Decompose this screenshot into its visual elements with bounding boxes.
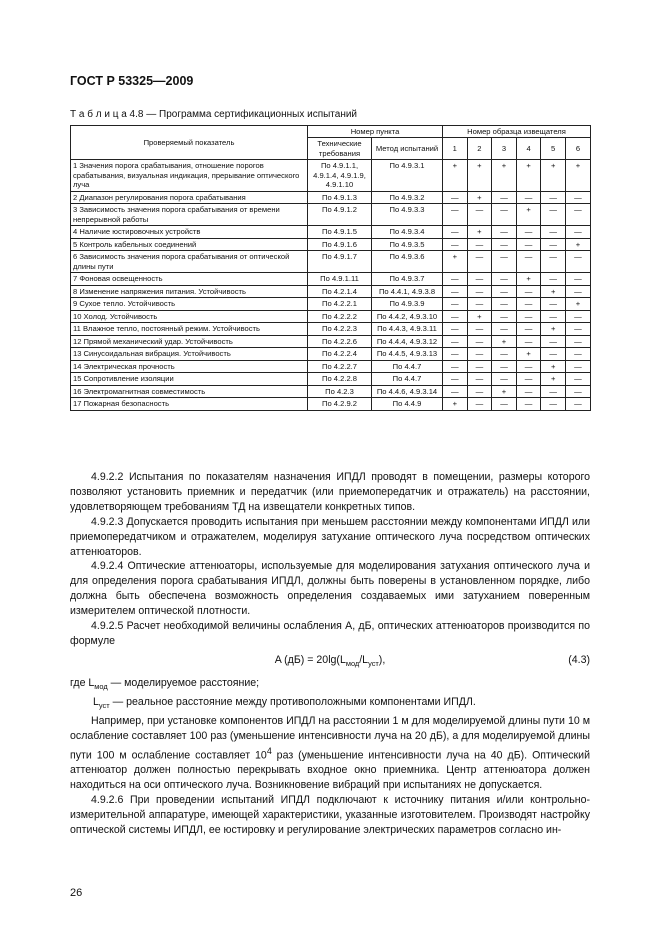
sample-mark-cell: — (565, 226, 590, 238)
method-clause-cell: По 4.9.3.3 (372, 204, 443, 226)
sample-mark-cell: — (443, 348, 468, 360)
sample-mark-cell: — (443, 204, 468, 226)
table-row (71, 385, 591, 397)
table-row (71, 298, 591, 310)
sample-mark-cell: — (443, 273, 468, 285)
tech-clause-cell: По 4.9.1.5 (308, 226, 372, 238)
sample-mark-cell: — (443, 385, 468, 397)
sample-mark-cell: — (467, 238, 492, 250)
paragraph (70, 714, 590, 793)
paragraph: 4.9.2.3 Допускается проводить испытания при меньшем расстоянии между компонентами ИПДЛ или приемопередатчиком и отражателем, моделируя затухание оптического луча посредством оптических аттенюаторов. (70, 515, 590, 558)
sample-mark-cell: + (541, 360, 566, 372)
sample-mark-cell: — (565, 335, 590, 347)
col-header-method: Метод испытаний (372, 138, 443, 160)
def-symbol: где L (70, 676, 95, 689)
formula-subscript: мод (345, 658, 360, 668)
sample-mark-cell: — (516, 398, 541, 410)
sample-mark-cell: — (492, 191, 517, 203)
method-clause-cell: По 4.4.5, 4.9.3.13 (372, 348, 443, 360)
method-clause-cell: По 4.9.3.6 (372, 251, 443, 273)
paragraph: 4.9.2.6 При проведении испытаний ИПДЛ подключают к источнику питания и/или контрольно-измерительной аппаратуре, имеющей характеристики, указанные изготовителем. Производят настройку оптической системы ИПДЛ, ее юстировку и регулирование электрических параметров согласно ин- (70, 793, 590, 836)
sample-mark-cell: — (541, 251, 566, 273)
sample-mark-cell: — (541, 310, 566, 322)
sample-mark-cell: — (516, 323, 541, 335)
sample-mark-cell: + (516, 273, 541, 285)
sample-mark-cell: — (443, 298, 468, 310)
method-clause-cell: По 4.4.3, 4.9.3.11 (372, 323, 443, 335)
sample-mark-cell: + (565, 298, 590, 310)
sample-mark-cell: — (516, 285, 541, 297)
sample-mark-cell: — (467, 273, 492, 285)
indicator-cell: 6 Зависимость значения порога срабатывания от оптической длины пути (71, 251, 308, 273)
sample-mark-cell: + (443, 398, 468, 410)
sample-mark-cell: — (541, 298, 566, 310)
method-clause-cell: По 4.4.7 (372, 360, 443, 372)
sample-mark-cell: — (516, 191, 541, 203)
sample-mark-cell: — (516, 226, 541, 238)
sample-mark-cell: — (565, 285, 590, 297)
sample-mark-cell: — (565, 251, 590, 273)
sample-mark-cell: — (443, 335, 468, 347)
sample-mark-cell: — (443, 238, 468, 250)
sample-mark-cell: — (492, 310, 517, 322)
def-text: — реальное расстояние между противоположными компонентами ИПДЛ. (109, 695, 476, 708)
body-text (70, 470, 590, 838)
sample-mark-cell: — (516, 298, 541, 310)
paragraph: 4.9.2.5 Расчет необходимой величины ослабления A, дБ, оптических аттенюаторов производится по формуле (70, 620, 590, 647)
indicator-cell: 14 Электрическая прочность (71, 360, 308, 372)
sample-mark-cell: — (516, 385, 541, 397)
table-row (71, 348, 591, 360)
certification-program-table (70, 125, 591, 411)
sample-mark-cell: — (492, 323, 517, 335)
formula-subscript: уст (368, 658, 379, 668)
page-number: 26 (70, 887, 83, 899)
method-clause-cell: По 4.4.2, 4.9.3.10 (372, 310, 443, 322)
tech-clause-cell: По 4.9.1.3 (308, 191, 372, 203)
sample-mark-cell: + (516, 348, 541, 360)
tech-clause-cell: По 4.2.1.4 (308, 285, 372, 297)
method-clause-cell: По 4.9.3.1 (372, 160, 443, 191)
sample-mark-cell: — (541, 398, 566, 410)
sample-mark-cell: — (541, 273, 566, 285)
indicator-cell: 16 Электромагнитная совместимость (71, 385, 308, 397)
table-row (71, 226, 591, 238)
indicator-cell: 3 Зависимость значения порога срабатывания от времени непрерывной работы (71, 204, 308, 226)
indicator-cell: 4 Наличие юстировочных устройств (71, 226, 308, 238)
sample-mark-cell: — (467, 360, 492, 372)
definition (70, 676, 590, 695)
sample-mark-cell: — (467, 285, 492, 297)
sample-mark-cell: — (492, 348, 517, 360)
sample-mark-cell: — (492, 273, 517, 285)
sample-number: 3 (492, 138, 517, 160)
sample-mark-cell: — (443, 285, 468, 297)
sample-mark-cell: — (492, 204, 517, 226)
table-row (71, 360, 591, 372)
sample-mark-cell: + (443, 160, 468, 191)
tech-clause-cell: По 4.2.2.8 (308, 373, 372, 385)
sample-mark-cell: — (516, 251, 541, 273)
method-clause-cell: По 4.9.3.5 (372, 238, 443, 250)
sample-mark-cell: — (565, 385, 590, 397)
sample-mark-cell: — (467, 373, 492, 385)
tech-clause-cell: По 4.2.2.6 (308, 335, 372, 347)
indicator-cell: 9 Сухое тепло. Устойчивость (71, 298, 308, 310)
sample-mark-cell: + (467, 191, 492, 203)
indicator-cell: 1 Значения порога срабатывания, отношение порогов срабатывания, визуальная индикация, прерывание оптического луча (71, 160, 308, 191)
tech-clause-cell: По 4.9.1.6 (308, 238, 372, 250)
method-clause-cell: По 4.9.3.4 (372, 226, 443, 238)
tech-clause-cell: По 4.9.1.7 (308, 251, 372, 273)
sample-mark-cell: — (565, 398, 590, 410)
sample-mark-cell: — (443, 226, 468, 238)
sample-mark-cell: + (516, 160, 541, 191)
sample-mark-cell: + (467, 310, 492, 322)
col-header-tech: Технические требования (308, 138, 372, 160)
table-caption: Т а б л и ц а 4.8 — Программа сертификационных испытаний (70, 109, 358, 120)
def-subscript: уст (98, 701, 110, 711)
sample-mark-cell: — (516, 335, 541, 347)
method-clause-cell: По 4.9.3.2 (372, 191, 443, 203)
sample-mark-cell: — (443, 310, 468, 322)
table-row (71, 335, 591, 347)
sample-mark-cell: — (492, 398, 517, 410)
indicator-cell: 13 Синусоидальная вибрация. Устойчивость (71, 348, 308, 360)
sample-mark-cell: — (516, 373, 541, 385)
indicator-cell: 11 Влажное тепло, постоянный режим. Устойчивость (71, 323, 308, 335)
formula-number: (4.3) (568, 653, 590, 666)
paragraph-part: раз (уменьшение интенсивности луча на 40 дБ). Оптический аттенюатор должен полностью перекрывать входное окно приемника. Центр аттенюатора должен находиться на оси оптического луча. Возникновение вибраций при испытаниях не допускается. (70, 749, 590, 792)
method-clause-cell: По 4.9.3.7 (372, 273, 443, 285)
tech-clause-cell: По 4.9.1.11 (308, 273, 372, 285)
method-clause-cell: По 4.4.4, 4.9.3.12 (372, 335, 443, 347)
table-row (71, 323, 591, 335)
table-row (71, 238, 591, 250)
method-clause-cell: По 4.4.1, 4.9.3.8 (372, 285, 443, 297)
sample-mark-cell: — (565, 348, 590, 360)
tech-clause-cell: По 4.2.2.3 (308, 323, 372, 335)
sample-mark-cell: + (541, 373, 566, 385)
sample-mark-cell: — (565, 323, 590, 335)
sample-mark-cell: — (492, 226, 517, 238)
sample-mark-cell: — (565, 360, 590, 372)
indicator-cell: 7 Фоновая освещенность (71, 273, 308, 285)
sample-mark-cell: — (516, 238, 541, 250)
sample-mark-cell: — (565, 204, 590, 226)
tech-clause-cell: По 4.2.2.4 (308, 348, 372, 360)
method-clause-cell: По 4.4.7 (372, 373, 443, 385)
sample-mark-cell: — (467, 323, 492, 335)
sample-mark-cell: — (492, 298, 517, 310)
sample-mark-cell: + (492, 160, 517, 191)
sample-number: 5 (541, 138, 566, 160)
sample-mark-cell: + (516, 204, 541, 226)
table-row (71, 310, 591, 322)
sample-mark-cell: — (541, 335, 566, 347)
def-subscript: мод (94, 682, 108, 691)
sample-mark-cell: — (565, 310, 590, 322)
col-header-clause: Номер пункта (308, 126, 443, 138)
sample-mark-cell: — (443, 323, 468, 335)
sample-mark-cell: — (541, 226, 566, 238)
sample-mark-cell: — (467, 298, 492, 310)
indicator-cell: 15 Сопротивление изоляции (71, 373, 308, 385)
table-row (71, 160, 591, 191)
sample-mark-cell: + (565, 160, 590, 191)
sample-mark-cell: + (541, 323, 566, 335)
method-clause-cell: По 4.4.9 (372, 398, 443, 410)
tech-clause-cell: По 4.9.1.1, 4.9.1.4, 4.9.1.9, 4.9.1.10 (308, 160, 372, 191)
sample-mark-cell: — (467, 204, 492, 226)
indicator-cell: 2 Диапазон регулирования порога срабатывания (71, 191, 308, 203)
formula-part: /L (359, 653, 369, 666)
table-row (71, 373, 591, 385)
sample-mark-cell: — (443, 191, 468, 203)
tech-clause-cell: По 4.2.2.7 (308, 360, 372, 372)
sample-mark-cell: + (492, 335, 517, 347)
sample-mark-cell: — (565, 373, 590, 385)
sample-mark-cell: — (467, 385, 492, 397)
sample-mark-cell: + (492, 385, 517, 397)
formula-part: ), (378, 653, 386, 666)
paragraph-part: Например, при установке компонентов ИПДЛ на расстоянии 1 м для моделируемой длины пути 10 м ослабление составляет 100 раз (уменьшение интенсивности луча на 20 дБ), а для моделируемой длины пути 100 м ослабление составляет 10 (70, 714, 590, 762)
sample-number: 4 (516, 138, 541, 160)
sample-mark-cell: — (467, 348, 492, 360)
sample-mark-cell: + (443, 251, 468, 273)
tech-clause-cell: По 4.2.3 (308, 385, 372, 397)
col-header-indicator: Проверяемый показатель (71, 126, 308, 160)
sample-mark-cell: — (541, 191, 566, 203)
sample-mark-cell: — (541, 238, 566, 250)
sample-mark-cell: — (467, 398, 492, 410)
sample-mark-cell: — (492, 285, 517, 297)
definitions (70, 676, 590, 714)
sample-mark-cell: — (541, 385, 566, 397)
paragraph: 4.9.2.4 Оптические аттенюаторы, используемые для моделирования затухания оптического луча и для определения порога срабатывания ИПДЛ, должны быть поверены в установленном порядке, либо должна быть обеспечена возможность определения создаваемых ими затуханием поверенным измерителем оптической плотности. (70, 560, 590, 618)
tech-clause-cell: По 4.9.1.2 (308, 204, 372, 226)
tech-clause-cell: По 4.2.9.2 (308, 398, 372, 410)
sample-mark-cell: — (516, 310, 541, 322)
formula (70, 653, 590, 672)
sample-mark-cell: — (565, 191, 590, 203)
sample-mark-cell: + (541, 160, 566, 191)
definition (70, 695, 590, 714)
def-text: — моделируемое расстояние; (107, 676, 260, 689)
paragraph: 4.9.2.2 Испытания по показателям назначения ИПДЛ проводят в помещении, размеры которого позволяют установить приемник и передатчик (или приемопередатчик и отражатель) на расстоянии, удовлетворяющем требованиям ТД на извещатели конкретных типов. (70, 471, 590, 513)
sample-number: 2 (467, 138, 492, 160)
table-row (71, 191, 591, 203)
indicator-cell: 8 Изменение напряжения питания. Устойчивость (71, 285, 308, 297)
table-row (71, 398, 591, 410)
sample-mark-cell: — (492, 360, 517, 372)
sample-mark-cell: + (467, 226, 492, 238)
indicator-cell: 10 Холод. Устойчивость (71, 310, 308, 322)
sample-mark-cell: — (443, 373, 468, 385)
sample-mark-cell: — (541, 348, 566, 360)
sample-mark-cell: — (541, 204, 566, 226)
indicator-cell: 5 Контроль кабельных соединений (71, 238, 308, 250)
sample-mark-cell: + (467, 160, 492, 191)
col-header-sample: Номер образца извещателя (443, 126, 591, 138)
table-row (71, 251, 591, 273)
sample-mark-cell: + (541, 285, 566, 297)
sample-mark-cell: — (492, 373, 517, 385)
method-clause-cell: По 4.4.6, 4.9.3.14 (372, 385, 443, 397)
sample-number: 6 (565, 138, 590, 160)
document-header: ГОСТ Р 53325—2009 (70, 74, 194, 88)
method-clause-cell: По 4.9.3.9 (372, 298, 443, 310)
indicator-cell: 17 Пожарная безопасность (71, 398, 308, 410)
sample-mark-cell: + (565, 238, 590, 250)
table-row (71, 273, 591, 285)
def-symbol: L (93, 695, 99, 708)
tech-clause-cell: По 4.2.2.2 (308, 310, 372, 322)
sample-mark-cell: — (492, 238, 517, 250)
sample-number: 1 (443, 138, 468, 160)
table-body (71, 160, 591, 410)
formula-part: A (дБ) = 20lg(L (274, 653, 346, 666)
superscript: 4 (266, 745, 272, 756)
sample-mark-cell: — (516, 360, 541, 372)
table-row (71, 204, 591, 226)
tech-clause-cell: По 4.2.2.1 (308, 298, 372, 310)
sample-mark-cell: — (467, 251, 492, 273)
sample-mark-cell: — (492, 251, 517, 273)
sample-mark-cell: — (443, 360, 468, 372)
sample-mark-cell: — (467, 335, 492, 347)
indicator-cell: 12 Прямой механический удар. Устойчивость (71, 335, 308, 347)
sample-mark-cell: — (565, 273, 590, 285)
table-row (71, 285, 591, 297)
